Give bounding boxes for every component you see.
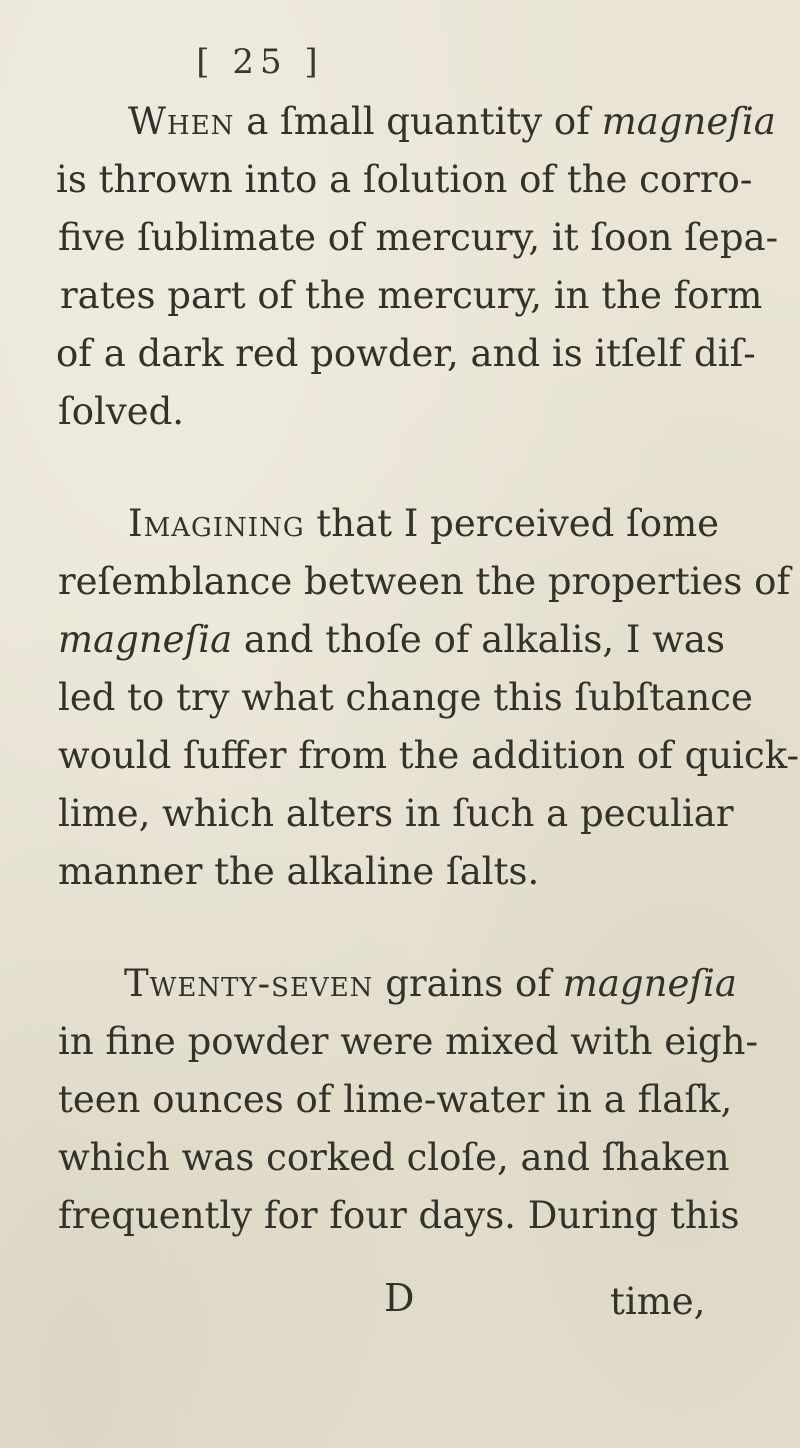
text-line: is thrown into a ſolution of the corro- [56, 158, 753, 201]
text-line: rates part of the mercury, in the form [60, 274, 763, 317]
catchword: time, [610, 1280, 706, 1323]
text-line: of a dark red powder, and is itſelf diſ- [56, 332, 756, 375]
text-line: frequently for four days. During this [58, 1194, 740, 1237]
text-line: five ſublimate of mercury, it ſoon ſepa- [58, 216, 779, 259]
text-line: led to try what change this ſubſtance [58, 676, 753, 719]
page-number: [ 25 ] [196, 42, 324, 82]
text-line: manner the alkaline ſalts. [58, 850, 540, 893]
drop-lead-word: Twenty-seven [124, 962, 374, 1005]
text-line: When a ſmall quantity of magneſia [128, 100, 776, 143]
text-line: which was corked cloſe, and ſhaken [58, 1136, 730, 1179]
italic-term: magneſia [601, 100, 776, 143]
text-line: would ſuffer from the addition of quick- [58, 734, 799, 777]
italic-term: magneſia [562, 962, 737, 1005]
text-line: ſolved. [58, 390, 185, 433]
text-line: teen ounces of lime-water in a flaſk, [58, 1078, 733, 1121]
text-line: Twenty-seven grains of magneſia [124, 962, 737, 1005]
drop-lead-word: Imagining [128, 502, 305, 545]
text-line: lime, which alters in ſuch a peculiar [58, 792, 734, 835]
italic-term: magneſia [58, 618, 233, 661]
drop-lead-word: When [128, 100, 235, 143]
text-line: reſemblance between the properties of [58, 560, 791, 603]
signature-mark: D [384, 1276, 415, 1320]
text-line: in fine powder were mixed with eigh- [58, 1020, 759, 1063]
text-line: magneſia and thoſe of alkalis, I was [58, 618, 725, 661]
text-line: Imagining that I perceived ſome [128, 502, 720, 545]
